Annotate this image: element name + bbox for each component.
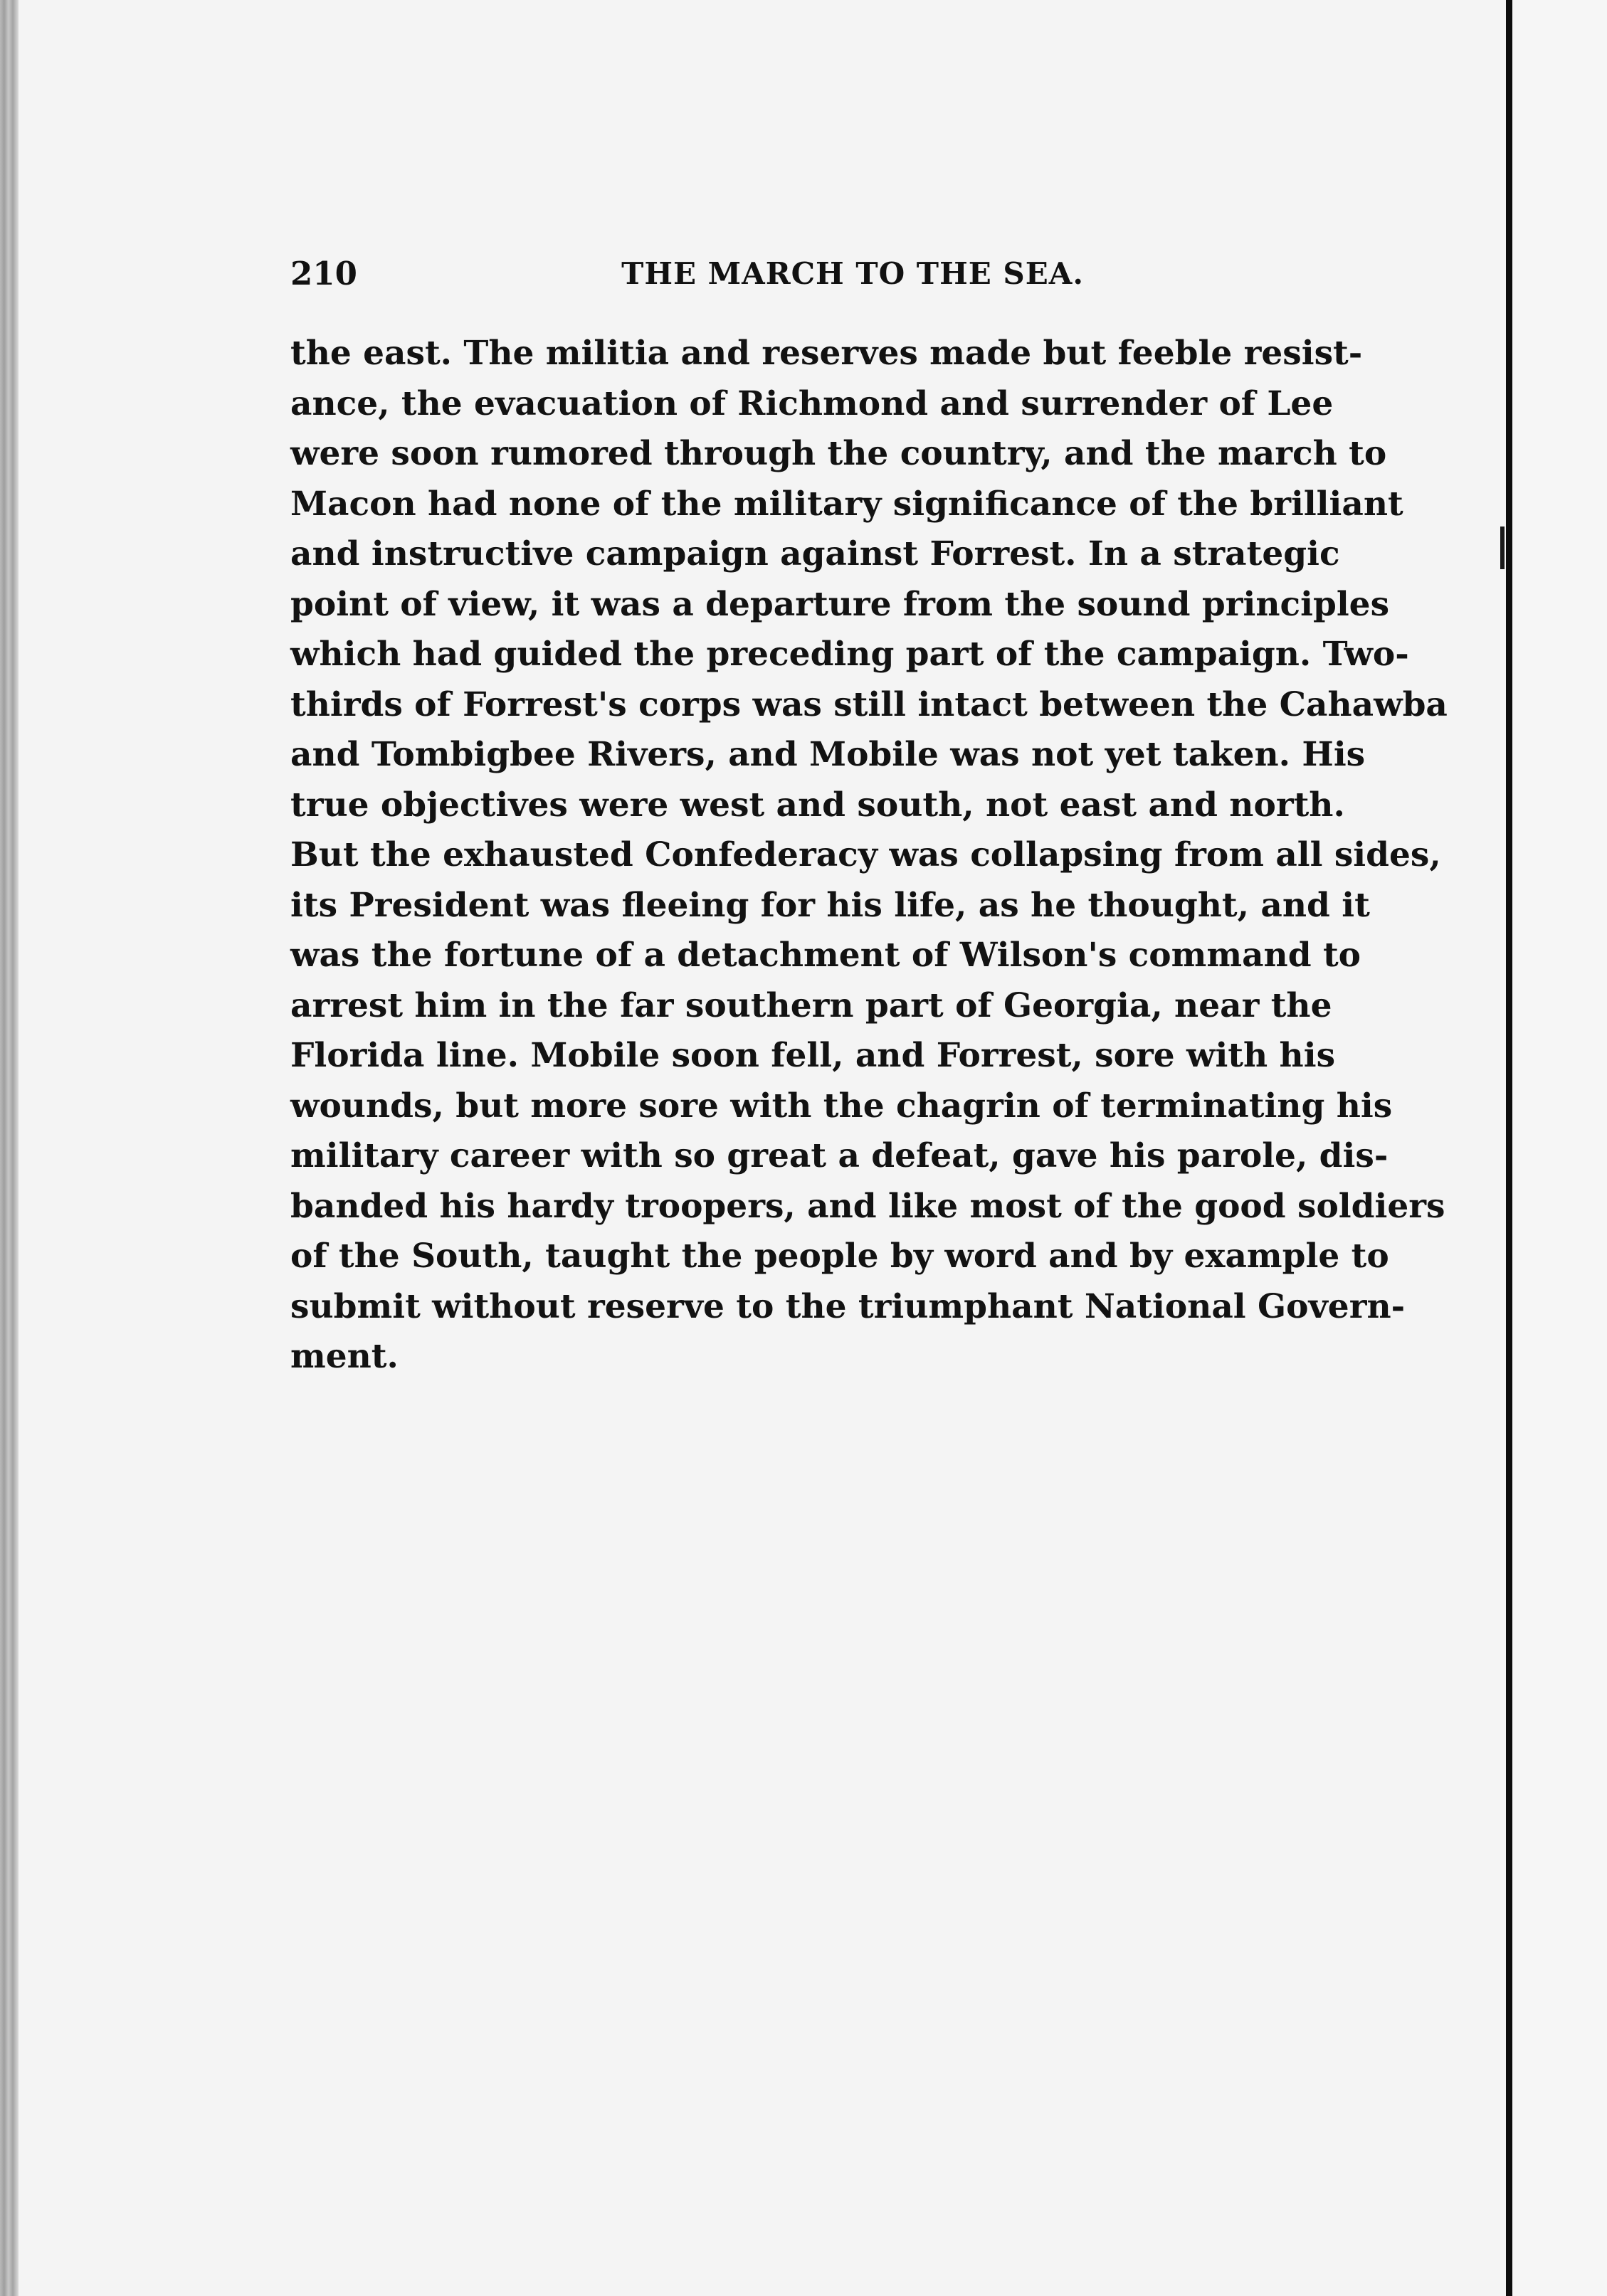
text-line: were soon rumored through the country, and the march to <box>290 434 1387 473</box>
text-line: ment. <box>290 1337 399 1376</box>
text-line: thirds of Forrest's corps was still intact between the Cahawba <box>290 684 1448 724</box>
text-line: of the South, taught the people by word and by example to <box>290 1237 1389 1276</box>
text-line: was the fortune of a detachment of Wilson's command to <box>290 936 1361 975</box>
text-line: arrest him in the far southern part of Georgia, near the <box>290 985 1332 1025</box>
text-line: ance, the evacuation of Richmond and surrender of Lee <box>290 383 1334 423</box>
gutter-line <box>1506 0 1512 2296</box>
text-line: and Tombigbee Rivers, and Mobile was not yet taken. His <box>290 735 1366 774</box>
text-line: banded his hardy troopers, and like most of the good soldiers <box>290 1186 1445 1226</box>
text-line: which had guided the preceding part of the campaign. Two- <box>290 635 1409 674</box>
text-line: But the exhausted Confederacy was collapsing from all sides, <box>290 835 1441 874</box>
page-header <box>290 249 1322 299</box>
text-line: the east. The militia and reserves made but feeble resist- <box>290 334 1363 373</box>
body-paragraph <box>290 329 1448 1382</box>
text-line: submit without reserve to the triumphant National Govern- <box>290 1286 1406 1326</box>
text-line: wounds, but more sore with the chagrin of terminating his <box>290 1086 1393 1126</box>
text-line: point of view, it was a departure from the sound principles <box>290 584 1390 624</box>
page-number: 210 <box>290 255 357 292</box>
running-title: THE MARCH TO THE SEA. <box>621 256 1084 291</box>
gutter-shadow <box>1500 527 1505 569</box>
text-line: and instructive campaign against Forrest. In a strategic <box>290 534 1340 573</box>
text-line: Florida line. Mobile soon fell, and Forrest, sore with his <box>290 1036 1336 1075</box>
text-line: military career with so great a defeat, gave his parole, dis- <box>290 1136 1389 1175</box>
text-line: its President was fleeing for his life, as he thought, and it <box>290 885 1370 925</box>
text-line: true objectives were west and south, not east and north. <box>290 785 1345 825</box>
text-line: Macon had none of the military significance of the brilliant <box>290 484 1403 524</box>
facing-page-edge <box>1512 0 1607 2296</box>
book-binding-edge <box>0 0 19 2296</box>
